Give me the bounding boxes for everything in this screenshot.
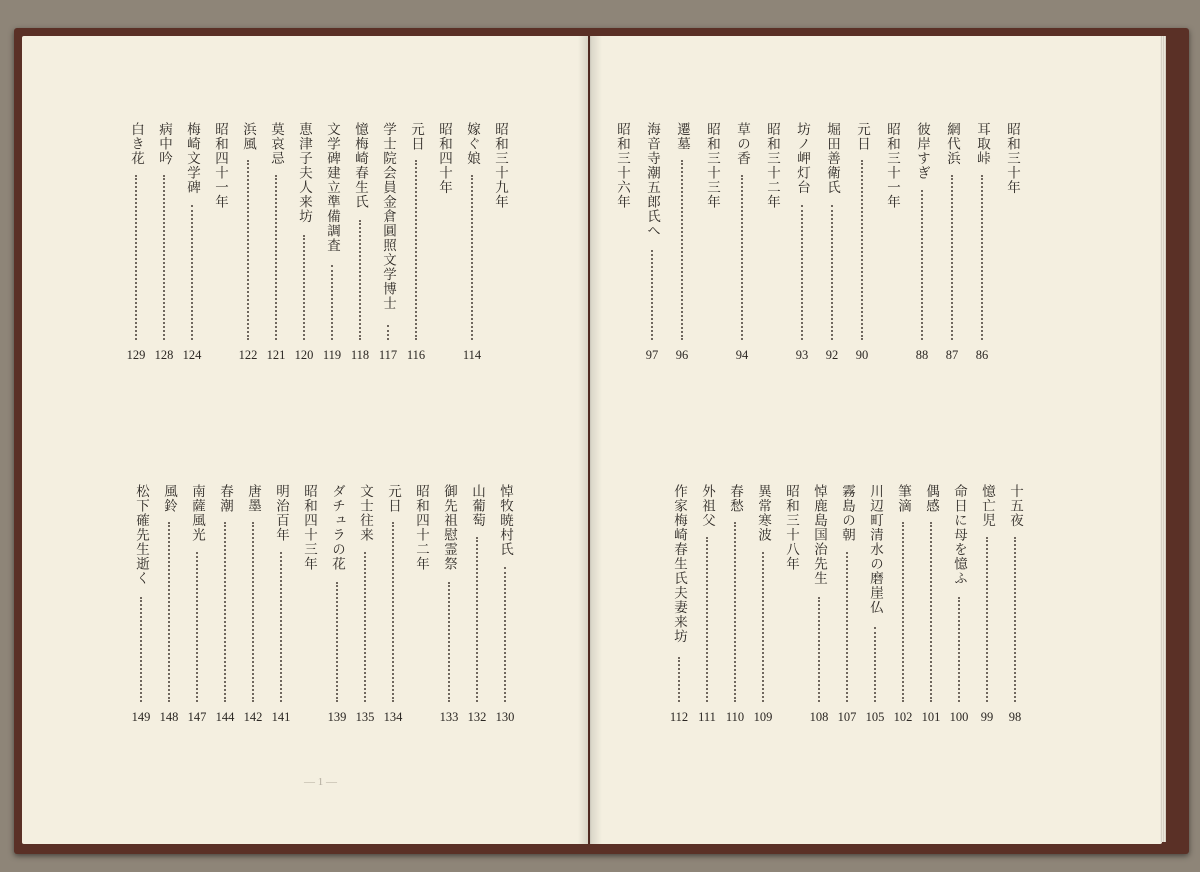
toc-entry	[1001, 122, 1023, 362]
toc-entry	[405, 122, 427, 362]
toc-entry-title: 梅崎文学碑	[184, 122, 200, 195]
leader-dots	[734, 522, 736, 702]
toc-entry	[724, 484, 746, 724]
toc-page-number: 133	[439, 710, 459, 724]
leader-dots	[224, 522, 226, 702]
toc-entry	[808, 484, 830, 724]
toc-entry-title: 松下確先生逝く	[133, 484, 149, 586]
toc-entry	[130, 484, 152, 724]
leader-dots	[981, 175, 983, 340]
toc-entry	[976, 484, 998, 724]
toc-entry	[641, 122, 663, 362]
leader-dots	[902, 522, 904, 702]
leader-dots	[874, 627, 876, 702]
toc-page-number: 94	[735, 348, 749, 362]
toc-page-number: 144	[215, 710, 235, 724]
leader-dots	[678, 657, 680, 702]
leader-dots	[359, 220, 361, 340]
leader-dots	[448, 582, 450, 702]
toc-page-number: 120	[294, 348, 314, 362]
toc-entry	[668, 484, 690, 724]
toc-entry	[881, 122, 903, 362]
toc-entry-title: 昭和四十三年	[301, 484, 317, 571]
toc-page-number: 105	[865, 710, 885, 724]
toc-page-number: 109	[753, 710, 773, 724]
toc-entry-title: 昭和三十二年	[764, 122, 780, 209]
toc-page-number: 132	[467, 710, 487, 724]
toc-entry-title: 昭和三十年	[1004, 122, 1020, 195]
toc-entry	[293, 122, 315, 362]
toc-entry-title: 昭和三十九年	[492, 122, 508, 209]
toc-entry	[461, 122, 483, 362]
toc-entry-title: 元日	[385, 484, 401, 513]
leader-dots	[861, 160, 863, 340]
toc-entry-title: 偶感	[923, 484, 939, 513]
toc-entry	[611, 122, 633, 362]
toc-entry-title: 文士往来	[357, 484, 373, 542]
toc-entry	[851, 122, 873, 362]
toc-entry-title: 昭和四十年	[436, 122, 452, 195]
toc-entry	[911, 122, 933, 362]
toc-entry-title: 命日に母を憶ふ	[951, 484, 967, 586]
toc-entry-title: 病中吟	[156, 122, 172, 166]
leader-dots	[846, 552, 848, 702]
toc-page-number: 139	[327, 710, 347, 724]
toc-entry	[892, 484, 914, 724]
toc-page-number: 134	[383, 710, 403, 724]
toc-entry	[701, 122, 723, 362]
leader-dots	[247, 160, 249, 340]
toc-page-number: 112	[669, 710, 689, 724]
toc-page-number: 149	[131, 710, 151, 724]
toc-entry	[920, 484, 942, 724]
toc-page-number: 88	[915, 348, 929, 362]
toc-entry	[354, 484, 376, 724]
toc-entry	[671, 122, 693, 362]
toc-entry-title: 昭和三十八年	[783, 484, 799, 571]
toc-entry-title: 南薩風光	[189, 484, 205, 542]
leader-dots	[681, 160, 683, 340]
toc-entry-title: 悼牧暁村氏	[497, 484, 513, 557]
leader-dots	[471, 175, 473, 340]
toc-entry-title: 春潮	[217, 484, 233, 513]
toc-page-number: 124	[182, 348, 202, 362]
leader-dots	[364, 552, 366, 702]
toc-entry-title: 春愁	[727, 484, 743, 513]
toc-entry	[326, 484, 348, 724]
toc-entry	[761, 122, 783, 362]
page-folio: — 1 —	[304, 776, 337, 788]
toc-entry	[696, 484, 718, 724]
toc-entry-title: 筆滴	[895, 484, 911, 513]
toc-page-number: 107	[837, 710, 857, 724]
toc-entry-title: 堀田善衛氏	[824, 122, 840, 195]
toc-entry-title: 昭和四十二年	[413, 484, 429, 571]
toc-entry	[410, 484, 432, 724]
toc-page-number: 119	[322, 348, 342, 362]
toc-page-number: 135	[355, 710, 375, 724]
toc-entry	[1004, 484, 1026, 724]
toc-entry-title: 恵津子夫人来坊	[296, 122, 312, 224]
leader-dots	[651, 250, 653, 340]
toc-entry	[125, 122, 147, 362]
toc-entry-title: 御先祖慰霊祭	[441, 484, 457, 571]
toc-page-number: 122	[238, 348, 258, 362]
leader-dots	[196, 552, 198, 702]
leader-dots	[958, 597, 960, 702]
toc-entry	[209, 122, 231, 362]
leader-dots	[476, 537, 478, 702]
toc-page-number: 148	[159, 710, 179, 724]
toc-entry-title: 昭和三十一年	[884, 122, 900, 209]
toc-page-number: 93	[795, 348, 809, 362]
toc-entry	[298, 484, 320, 724]
toc-entry-title: 昭和三十三年	[704, 122, 720, 209]
leader-dots	[930, 522, 932, 702]
leader-dots	[921, 190, 923, 340]
toc-entry-title: 山葡萄	[469, 484, 485, 528]
toc-page-number: 114	[462, 348, 482, 362]
toc-entry-title: 作家梅崎春生氏夫妻来坊	[671, 484, 687, 644]
leader-dots	[831, 205, 833, 340]
toc-entry-title: 網代浜	[944, 122, 960, 166]
toc-entry	[971, 122, 993, 362]
toc-entry-title: 嫁ぐ娘	[464, 122, 480, 166]
toc-entry-title: 憶梅崎春生氏	[352, 122, 368, 209]
toc-entry	[494, 484, 516, 724]
toc-page-number: 86	[975, 348, 989, 362]
toc-entry	[752, 484, 774, 724]
leader-dots	[191, 205, 193, 340]
toc-entry-title: 川辺町清水の磨崖仏	[867, 484, 883, 615]
toc-entry	[941, 122, 963, 362]
toc-entry-title: 昭和四十一年	[212, 122, 228, 209]
toc-entry-title: 十五夜	[1007, 484, 1023, 528]
leader-dots	[275, 175, 277, 340]
toc-page-number: 117	[378, 348, 398, 362]
toc-entry	[438, 484, 460, 724]
toc-entry-title: 莫哀忌	[268, 122, 284, 166]
leader-dots	[801, 205, 803, 340]
toc-entry-title: 遷墓	[674, 122, 690, 151]
toc-page-number: 128	[154, 348, 174, 362]
leader-dots	[280, 552, 282, 702]
toc-page-number: 111	[698, 710, 716, 724]
left-page	[22, 36, 588, 844]
toc-entry	[780, 484, 802, 724]
leader-dots	[951, 175, 953, 340]
toc-entry	[731, 122, 753, 362]
toc-page-number: 118	[350, 348, 370, 362]
toc-entry-title: 元日	[854, 122, 870, 151]
toc-page-number: 142	[243, 710, 263, 724]
toc-entry-title: 外祖父	[699, 484, 715, 528]
toc-entry	[242, 484, 264, 724]
leader-dots	[331, 265, 333, 340]
toc-entry-title: 異常寒波	[755, 484, 771, 542]
toc-page-number: 130	[495, 710, 515, 724]
toc-page-number: 100	[949, 710, 969, 724]
toc-entry-title: ダチュラの花	[329, 484, 345, 571]
toc-entry	[864, 484, 886, 724]
toc-page-number: 87	[945, 348, 959, 362]
toc-entry	[321, 122, 343, 362]
toc-entry-title: 彼岸すぎ	[914, 122, 930, 180]
toc-entry-title: 唐墨	[245, 484, 261, 513]
toc-page-number: 99	[980, 710, 994, 724]
toc-page-number: 110	[725, 710, 745, 724]
toc-entry	[791, 122, 813, 362]
toc-entry	[377, 122, 399, 362]
leader-dots	[762, 552, 764, 702]
toc-entry	[158, 484, 180, 724]
toc-page-number: 96	[675, 348, 689, 362]
book-gutter	[578, 36, 602, 844]
toc-page-number: 108	[809, 710, 829, 724]
toc-entry	[265, 122, 287, 362]
toc-entry-title: 憶亡児	[979, 484, 995, 528]
toc-page-number: 97	[645, 348, 659, 362]
leader-dots	[387, 325, 389, 340]
leader-dots	[986, 537, 988, 702]
toc-entry-title: 浜風	[240, 122, 256, 151]
leader-dots	[706, 537, 708, 702]
toc-page-number: 90	[855, 348, 869, 362]
toc-page-number: 141	[271, 710, 291, 724]
toc-page-number: 101	[921, 710, 941, 724]
toc-entry	[948, 484, 970, 724]
toc-entry-title: 学士院会員金倉圓照文学博士	[380, 122, 396, 311]
right-page	[590, 36, 1162, 844]
leader-dots	[1014, 537, 1016, 702]
toc-entry-title: 文学碑建立準備調査	[324, 122, 340, 253]
toc-entry-title: 悼鹿島国治先生	[811, 484, 827, 586]
toc-entry	[382, 484, 404, 724]
toc-entry-title: 海音寺潮五郎氏へ	[644, 122, 660, 238]
toc-entry	[186, 484, 208, 724]
toc-page-number: 116	[406, 348, 426, 362]
toc-entry	[237, 122, 259, 362]
toc-entry	[349, 122, 371, 362]
toc-entry	[181, 122, 203, 362]
leader-dots	[336, 582, 338, 702]
leader-dots	[163, 175, 165, 340]
toc-entry-title: 霧島の朝	[839, 484, 855, 542]
toc-entry-title: 風鈴	[161, 484, 177, 513]
leader-dots	[140, 597, 142, 702]
toc-entry	[433, 122, 455, 362]
leader-dots	[252, 522, 254, 702]
leader-dots	[392, 522, 394, 702]
toc-entry	[489, 122, 511, 362]
toc-entry-title: 昭和三十六年	[614, 122, 630, 209]
toc-page-number: 129	[126, 348, 146, 362]
toc-page-number: 98	[1008, 710, 1022, 724]
leader-dots	[504, 567, 506, 702]
toc-entry	[153, 122, 175, 362]
toc-entry-title: 耳取峠	[974, 122, 990, 166]
toc-page-number: 92	[825, 348, 839, 362]
toc-entry	[466, 484, 488, 724]
toc-entry	[214, 484, 236, 724]
toc-page-number: 102	[893, 710, 913, 724]
leader-dots	[415, 160, 417, 340]
toc-entry-title: 元日	[408, 122, 424, 151]
leader-dots	[818, 597, 820, 702]
leader-dots	[135, 175, 137, 340]
toc-entry-title: 草の香	[734, 122, 750, 166]
toc-entry-title: 白き花	[128, 122, 144, 166]
toc-entry	[836, 484, 858, 724]
toc-entry-title: 坊ノ岬灯台	[794, 122, 810, 195]
toc-entry	[821, 122, 843, 362]
leader-dots	[303, 235, 305, 340]
page-edges	[1160, 36, 1166, 842]
leader-dots	[741, 175, 743, 340]
toc-entry-title: 明治百年	[273, 484, 289, 542]
leader-dots	[168, 522, 170, 702]
toc-page-number: 121	[266, 348, 286, 362]
toc-entry	[270, 484, 292, 724]
toc-page-number: 147	[187, 710, 207, 724]
